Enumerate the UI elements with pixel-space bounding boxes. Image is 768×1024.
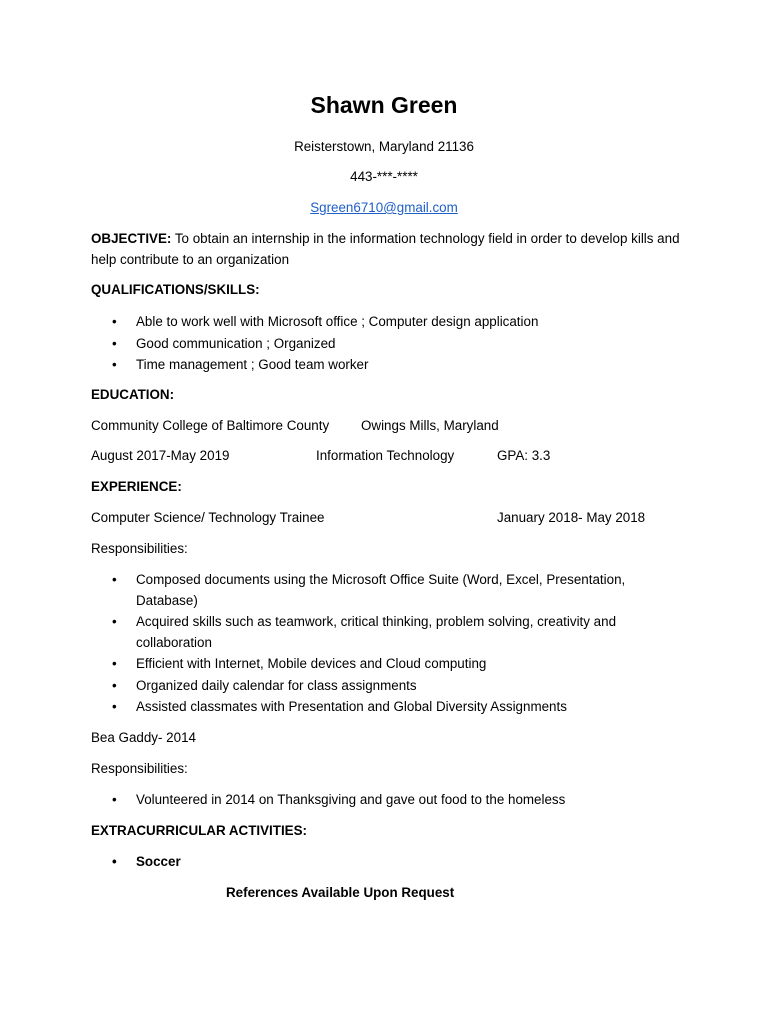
email-line bbox=[91, 199, 677, 217]
experience-heading: EXPERIENCE: bbox=[91, 479, 182, 494]
list-item: • Time management ; Good team worker bbox=[91, 355, 681, 376]
bullet-icon: • bbox=[112, 854, 117, 869]
school-name: Community College of Baltimore County bbox=[91, 418, 330, 433]
list-item: • Volunteered in 2014 on Thanksgiving and gave out food to the homeless bbox=[91, 790, 681, 811]
job1-responsibilities-list bbox=[91, 570, 681, 719]
objective-text: To obtain an internship in the information technology field in order to develop kills and help contribute to an organization bbox=[91, 231, 680, 267]
extracurricular-list bbox=[91, 852, 681, 874]
bullet-icon: • bbox=[112, 335, 117, 351]
bullet-icon: • bbox=[112, 357, 117, 372]
qualifications-heading: QUALIFICATIONS/SKILLS: bbox=[91, 282, 260, 297]
list-item: • Able to work well with Microsoft office ; Computer design application bbox=[91, 312, 681, 333]
education-school-row bbox=[91, 416, 681, 436]
references-note: References Available Upon Request bbox=[226, 885, 455, 900]
list-item: • Composed documents using the Microsoft Office Suite (Word, Excel, Presentation, Database) bbox=[112, 572, 626, 608]
education-dates: August 2017-May 2019 bbox=[91, 448, 230, 463]
job1-responsibilities-label: Responsibilities: bbox=[91, 541, 188, 556]
job2-responsibilities-list bbox=[91, 790, 681, 812]
bullet-icon: • bbox=[112, 656, 117, 671]
education-field: Information Technology bbox=[316, 448, 455, 463]
location-line: Reisterstown, Maryland 21136 bbox=[294, 139, 474, 154]
job1-row bbox=[91, 508, 681, 528]
education-heading: EDUCATION: bbox=[91, 387, 175, 402]
extracurricular-heading: EXTRACURRICULAR ACTIVITIES: bbox=[91, 823, 307, 838]
bullet-icon: • bbox=[112, 792, 117, 807]
bullet-icon: • bbox=[112, 699, 117, 714]
job2-title: Bea Gaddy- 2014 bbox=[91, 730, 196, 745]
qualifications-list bbox=[91, 312, 681, 377]
objective-section bbox=[91, 229, 681, 270]
list-item: • Acquired skills such as teamwork, critical thinking, problem solving, creativity and collaboration bbox=[112, 614, 617, 650]
list-item: • Assisted classmates with Presentation and Global Diversity Assignments bbox=[91, 697, 681, 718]
education-details-row bbox=[91, 446, 681, 466]
job1-title: Computer Science/ Technology Trainee bbox=[91, 510, 325, 525]
list-item: • Good communication ; Organized bbox=[91, 334, 681, 355]
email-link[interactable]: Sgreen6710@gmail.com bbox=[310, 200, 458, 215]
bullet-icon: • bbox=[112, 314, 117, 329]
list-item: • Efficient with Internet, Mobile devices and Cloud computing bbox=[91, 654, 681, 675]
job1-dates: January 2018- May 2018 bbox=[497, 510, 646, 525]
phone-line: 443-***-**** bbox=[350, 169, 418, 184]
objective-label: OBJECTIVE: bbox=[91, 231, 172, 246]
bullet-icon: • bbox=[112, 572, 117, 587]
school-location: Owings Mills, Maryland bbox=[361, 418, 499, 433]
education-gpa: GPA: 3.3 bbox=[497, 448, 551, 463]
job2-responsibilities-label: Responsibilities: bbox=[91, 761, 188, 776]
list-item: • Soccer bbox=[91, 852, 681, 873]
bullet-icon: • bbox=[112, 677, 117, 693]
list-item: • Organized daily calendar for class assignments bbox=[91, 676, 681, 697]
candidate-name: Shawn Green bbox=[310, 92, 458, 118]
bullet-icon: • bbox=[112, 614, 117, 629]
